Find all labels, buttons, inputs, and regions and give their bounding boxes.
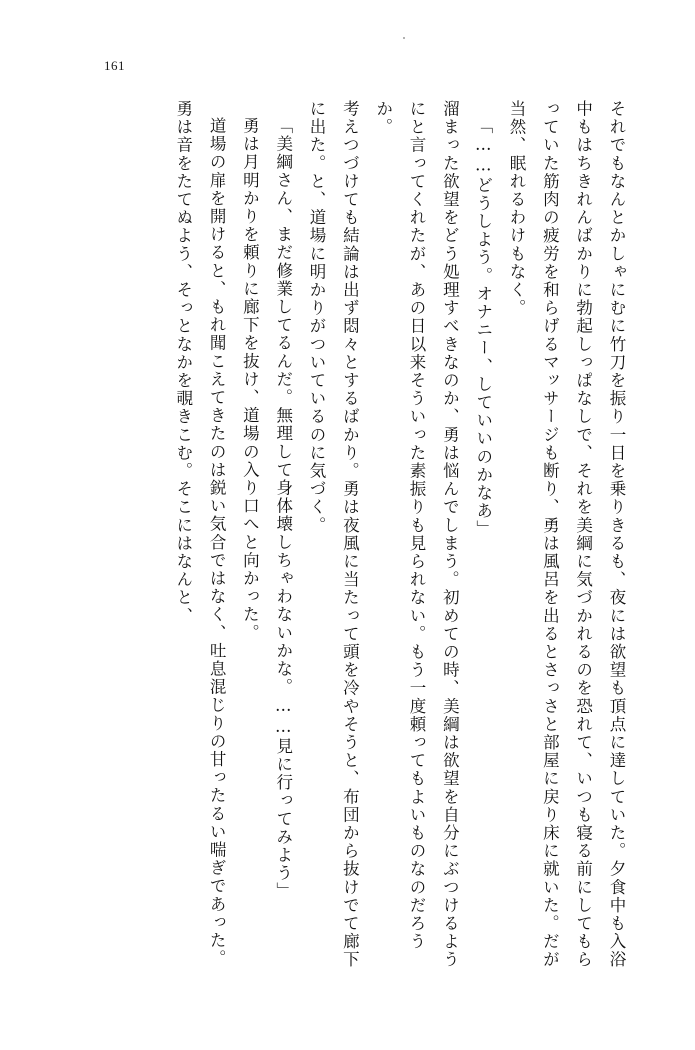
vertical-body-text — [73, 100, 633, 980]
paragraph: 道場の扉を開けると、もれ聞こえてきたのは鋭い気合ではなく、吐息混じりの甘ったるい喘ぎであった。勇は音をたてぬよう、そっとなかを覗きこむ。そこにはなんと、 — [173, 100, 227, 968]
paragraph: 勇は月明かりを頼りに廊下を抜け、道場の入り口へと向かった。 — [240, 116, 260, 642]
paragraph: 「……どうしよう。オナニー、していいのかなあ」 — [473, 116, 493, 538]
paragraph: 溜まった欲望をどう処理すべきなのか、勇は悩んでしまう。初めての時、美綱は欲望を自分にぶつけるようにと言ってくれたが、あの日以来そういった素振りも見られない。もう一度頼ってもよいものなのだろうか。 — [373, 100, 460, 969]
paper-speck — [403, 37, 405, 39]
paragraph: 「美綱さん、まだ修業してるんだ。無理して身体壊しちゃわないかな。……見に行ってみよう」 — [273, 116, 293, 900]
page-number: 161 — [104, 58, 125, 73]
paragraph: それでもなんとかしゃにむに竹刀を振り一日を乗りきるも、夜には欲望も頂点に達していた。夕食中も入浴中もはちきれんばかりに勃起しっぱなしで、それを美綱に気づかれるのを恐れて、いつも寝る前にしてもらっていた筋肉の疲労を和らげるマッサージも断り、勇は風呂を出るとさっさと部屋に戻り床に就いた。だが当然、眠れるわけもなく。 — [507, 100, 626, 969]
paragraph: 考えつづけても結論は出ず悶々とするばかり。勇は夜風に当たって頭を冷やそうと、布団から抜けでて廊下に出た。と、道場に明かりがついているのに気づく。 — [307, 100, 360, 969]
